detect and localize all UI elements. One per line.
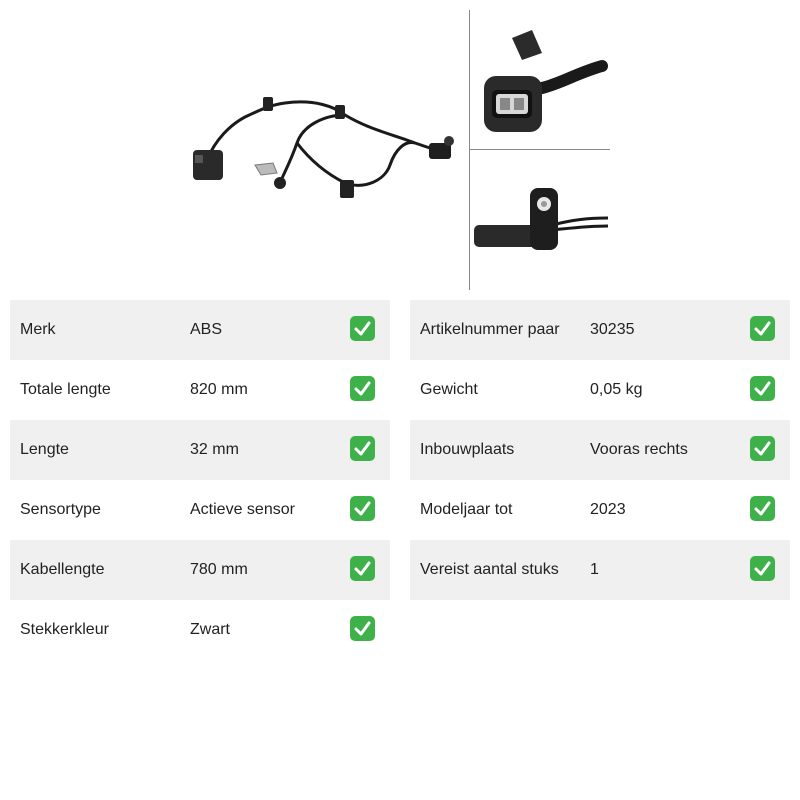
check-mark-icon <box>750 556 775 581</box>
check-mark-icon <box>350 316 375 341</box>
spec-value: 0,05 kg <box>590 381 643 398</box>
spec-row <box>10 480 390 540</box>
spec-value: Actieve sensor <box>190 501 295 518</box>
check-mark-icon <box>350 616 375 641</box>
spec-label: Vereist aantal stuks <box>420 561 559 578</box>
spec-row <box>410 420 790 480</box>
spec-label: Totale lengte <box>20 381 111 398</box>
connector-closeup-thumbnail[interactable] <box>472 18 608 143</box>
spec-label: Stekkerkleur <box>20 621 109 638</box>
spec-row <box>10 420 390 480</box>
spec-row <box>410 360 790 420</box>
product-gallery <box>0 0 800 295</box>
spec-row <box>10 300 390 360</box>
check-mark-icon <box>750 316 775 341</box>
spec-value: 30235 <box>590 321 635 338</box>
check-mark-icon <box>750 436 775 461</box>
spec-label: Inbouwplaats <box>420 441 515 458</box>
spec-label: Modeljaar tot <box>420 501 513 518</box>
spec-row <box>10 540 390 600</box>
spec-row <box>410 300 790 360</box>
spec-value: 820 mm <box>190 381 248 398</box>
spec-row <box>410 480 790 540</box>
check-mark-icon <box>750 376 775 401</box>
spec-row <box>10 360 390 420</box>
check-mark-icon <box>350 556 375 581</box>
spec-label: Artikelnummer paar <box>420 321 560 338</box>
spec-value: 32 mm <box>190 441 239 458</box>
spec-label: Gewicht <box>420 381 478 398</box>
spec-value: Vooras rechts <box>590 441 688 458</box>
check-mark-icon <box>750 496 775 521</box>
spec-table-right <box>410 300 790 600</box>
abs-sensor-main-image[interactable] <box>185 85 465 215</box>
spec-row <box>10 600 390 660</box>
spec-table-left <box>10 300 390 660</box>
sensor-head-thumbnail[interactable] <box>472 180 608 260</box>
spec-label: Lengte <box>20 441 69 458</box>
spec-value: 1 <box>590 561 599 578</box>
spec-label: Sensortype <box>20 501 101 518</box>
check-mark-icon <box>350 376 375 401</box>
spec-label: Merk <box>20 321 56 338</box>
spec-value: 780 mm <box>190 561 248 578</box>
gallery-divider-vertical <box>469 10 470 290</box>
check-mark-icon <box>350 436 375 461</box>
spec-value: 2023 <box>590 501 626 518</box>
check-mark-icon <box>350 496 375 521</box>
spec-row <box>410 540 790 600</box>
spec-value: Zwart <box>190 621 230 638</box>
gallery-divider-horizontal <box>470 149 610 150</box>
spec-value: ABS <box>190 321 223 338</box>
spec-label: Kabellengte <box>20 561 105 578</box>
